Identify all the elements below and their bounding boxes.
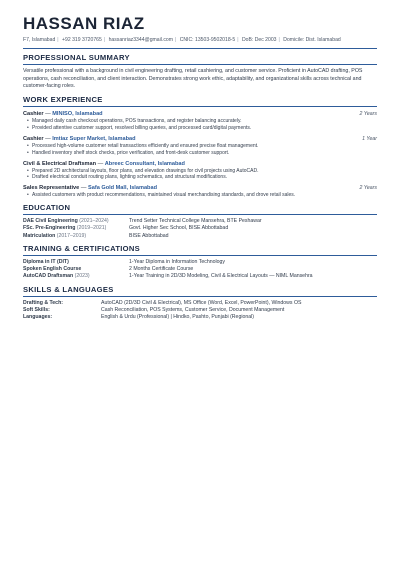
list-item: • Managed daily cash checkout operations, POS transactions, and register balancing accurately. (32, 118, 377, 125)
skill-value: Cash Reconciliation, POS Systems, Customer Service, Document Management (101, 307, 285, 314)
job-duration: 2 Years (359, 111, 377, 118)
summary-heading: PROFESSIONAL SUMMARY (23, 53, 130, 62)
summary-text: Versatile professional with a background in civil engineering drafting, retail cashiering, and customer service. Proficient in AutoCAD drafting, POS operations, cash reconciliation, and client interaction. Demonstrates strong work ethic, adaptability, and organizational skills across technical and customer-facing roles. (23, 68, 363, 90)
education-school: Govt. Higher Sec School, BISE Abbottabad (129, 225, 229, 232)
table-row (23, 273, 377, 280)
skills-heading: SKILLS & LANGUAGES (23, 284, 114, 294)
table-row (23, 307, 377, 314)
education-school: Trend Setter Technical College Mansehra, BTE Peshawar (129, 217, 262, 224)
job-duration: 2 Years (359, 185, 377, 192)
contact-domicile: Domicile: Dist. Islamabad (283, 37, 341, 43)
training-detail: 1-Year Training in 2D/3D Modeling, Civil & Electrical Layouts — NIML Mansehra (129, 273, 313, 280)
education-years: (2019–2021) (76, 225, 107, 232)
skill-value: English & Urdu (Professional) | Hindko, Pashto, Punjabi (Regional) (101, 314, 255, 321)
table-row (23, 300, 377, 307)
header-divider (23, 48, 377, 49)
list-item: • Handled inventory shelf stock checks, price verification, and front-desk customer support. (32, 150, 377, 157)
job-role: Civil & Electrical Draftsman (23, 160, 97, 167)
education-years: (2021–2024) (79, 217, 109, 224)
skill-label: Soft Skills: (23, 307, 50, 314)
contact-email: hassanriaz3344@gmail.com (108, 37, 173, 43)
table-row (23, 225, 377, 232)
job-bullets (23, 143, 377, 156)
job-entry: Cashier — MINISO, Islamabad 2 Years • Managed daily cash checkout operations, POS transactions, and register balancing accurately. • Provided attentive customer support, resolved billing queries, and processed card/digital payments. (23, 110, 377, 131)
list-item: • Drafted electrical conduit routing plans, lighting schematics, and structural modifications. (32, 174, 377, 181)
training-name: Spoken English Course (23, 266, 82, 273)
job-company: Imtiaz Super Market, Islamabad (52, 135, 136, 142)
job-entry: Cashier — Imtiaz Super Market, Islamabad 1 Year • Processed high-volume customer retail transactions efficiently and ensured precise float management. • Handled inventory shelf stock checks, price verification, and front-desk customer support. (23, 135, 377, 156)
skill-label: Languages: (23, 314, 53, 321)
list-item: • Provided attentive customer support, resolved billing queries, and processed card/digital payments. (32, 125, 377, 132)
job-bullets (23, 168, 377, 181)
training-detail: 2 Months Certificate Course (129, 266, 194, 273)
education-degree: FSc. Pre-Engineering (23, 225, 76, 232)
training-divider (23, 255, 377, 256)
contact-cnic: CNIC: 13503-9502018-5 (179, 37, 236, 43)
job-role: Sales Representative (23, 185, 80, 192)
experience-heading: WORK EXPERIENCE (23, 94, 103, 104)
training-table (23, 259, 377, 281)
skills-divider (23, 296, 377, 297)
candidate-name: HASSAN RIAZ (23, 14, 145, 33)
table-row (23, 314, 377, 321)
education-heading: EDUCATION (23, 202, 71, 212)
training-heading: TRAINING & CERTIFICATIONS (23, 243, 141, 253)
education-divider (23, 214, 377, 215)
education-table (23, 218, 377, 240)
table-row (23, 266, 377, 273)
table-row (23, 259, 377, 266)
table-row (23, 218, 377, 225)
list-item: • Assisted customers with product recommendations, maintained visual merchandising standards, and drove retail sales. (32, 192, 377, 199)
training-detail: 1-Year Diploma in Information Technology (129, 258, 226, 265)
job-bullets (23, 118, 377, 131)
job-company: Safa Gold Mall, Islamabad (87, 185, 157, 192)
job-duration: 1 Year (362, 135, 377, 142)
list-item: • Prepared 2D architectural layouts, floor plans, and elevation drawings for civil projects using AutoCAD. (32, 168, 377, 175)
list-item: • Processed high-volume customer retail transactions efficiently and ensured precise float management. (32, 143, 377, 150)
job-company: Abreec Consultant, Islamabad (104, 160, 185, 167)
job-bullets (23, 192, 377, 199)
summary-divider (23, 64, 377, 65)
skills-table (23, 300, 377, 322)
skill-label: Drafting & Tech: (23, 299, 63, 306)
contact-phone: +92 319 3720765 (62, 37, 102, 43)
training-years: (2023) (74, 273, 90, 280)
training-name: Diploma in IT (DIT) (23, 258, 69, 265)
experience-divider (23, 106, 377, 107)
contact-line: F7, Islamabad | +92 319 3720765 | hassanriaz3344@gmail.com | CNIC: 13503-9502018-5 | DoB: Dec 2003 | Domicile: Dist. Islamabad (23, 37, 341, 43)
job-entry: Sales Representative — Safa Gold Mall, Islamabad 2 Years • Assisted customers with product recommendations, maintained visual merchandising standards, and drove retail sales. (23, 184, 377, 199)
contact-dob: DoB: Dec 2003 (241, 37, 277, 43)
training-name: AutoCAD Draftsman (23, 273, 74, 280)
education-years: (2017–2019) (56, 232, 87, 239)
contact-address: F7, Islamabad (23, 37, 56, 43)
job-entry: Civil & Electrical Draftsman — Abreec Consultant, Islamabad • Prepared 2D architectural layouts, floor plans, and elevation drawings for civil projects using AutoCAD. • Drafted electrical conduit routing plans, lighting schematics, and structural modifications. (23, 160, 377, 181)
skill-value: AutoCAD (2D/3D Civil & Electrical), MS Office (Word, Excel, PowerPoint), Windows OS (101, 299, 302, 306)
table-row (23, 233, 377, 240)
education-degree: Matriculation (23, 232, 56, 239)
job-role: Cashier (23, 111, 44, 118)
job-company: MINISO, Islamabad (52, 111, 103, 118)
job-role: Cashier (23, 135, 44, 142)
education-degree: DAE Civil Engineering (23, 217, 78, 224)
education-school: BISE Abbottabad (129, 232, 169, 239)
